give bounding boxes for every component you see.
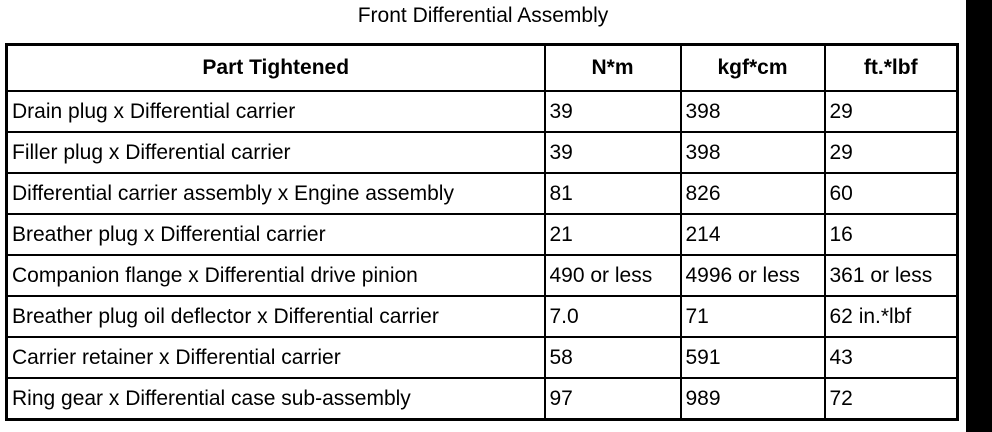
table-row [7, 296, 958, 337]
table-row [7, 173, 958, 214]
cell-ftlbf: 361 or less [825, 255, 958, 296]
cell-kgfcm: 71 [681, 296, 825, 337]
cell-ftlbf: 72 [825, 378, 958, 420]
column-header-ftlbf: ft.*lbf [825, 45, 958, 92]
cell-ftlbf: 60 [825, 173, 958, 214]
cell-ftlbf: 16 [825, 214, 958, 255]
cell-nm: 39 [545, 132, 681, 173]
table-row [7, 132, 958, 173]
column-header-kgfcm: kgf*cm [681, 45, 825, 92]
cell-part: Breather plug x Differential carrier [7, 214, 545, 255]
cell-kgfcm: 214 [681, 214, 825, 255]
cell-kgfcm: 989 [681, 378, 825, 420]
cell-nm: 39 [545, 91, 681, 132]
cell-nm: 21 [545, 214, 681, 255]
table-header-row [7, 45, 958, 92]
column-header-nm: N*m [545, 45, 681, 92]
table-row [7, 255, 958, 296]
cell-ftlbf: 43 [825, 337, 958, 378]
cell-ftlbf: 29 [825, 91, 958, 132]
page-title: Front Differential Assembly [357, 4, 609, 27]
cell-kgfcm: 4996 or less [681, 255, 825, 296]
table-row [7, 91, 958, 132]
right-edge-bar [966, 0, 992, 432]
cell-nm: 97 [545, 378, 681, 420]
table-row [7, 378, 958, 420]
torque-table [5, 43, 959, 421]
cell-nm: 490 or less [545, 255, 681, 296]
cell-nm: 58 [545, 337, 681, 378]
cell-ftlbf: 62 in.*lbf [825, 296, 958, 337]
table-row [7, 337, 958, 378]
cell-part: Drain plug x Differential carrier [7, 91, 545, 132]
cell-nm: 7.0 [545, 296, 681, 337]
cell-kgfcm: 826 [681, 173, 825, 214]
cell-part: Carrier retainer x Differential carrier [7, 337, 545, 378]
cell-kgfcm: 398 [681, 91, 825, 132]
cell-nm: 81 [545, 173, 681, 214]
table-row [7, 214, 958, 255]
cell-part: Filler plug x Differential carrier [7, 132, 545, 173]
cell-kgfcm: 398 [681, 132, 825, 173]
column-header-part: Part Tightened [7, 45, 545, 92]
cell-part: Ring gear x Differential case sub-assembly [7, 378, 545, 420]
cell-ftlbf: 29 [825, 132, 958, 173]
cell-part: Breather plug oil deflector x Differential carrier [7, 296, 545, 337]
cell-part: Companion flange x Differential drive pinion [7, 255, 545, 296]
cell-kgfcm: 591 [681, 337, 825, 378]
cell-part: Differential carrier assembly x Engine assembly [7, 173, 545, 214]
